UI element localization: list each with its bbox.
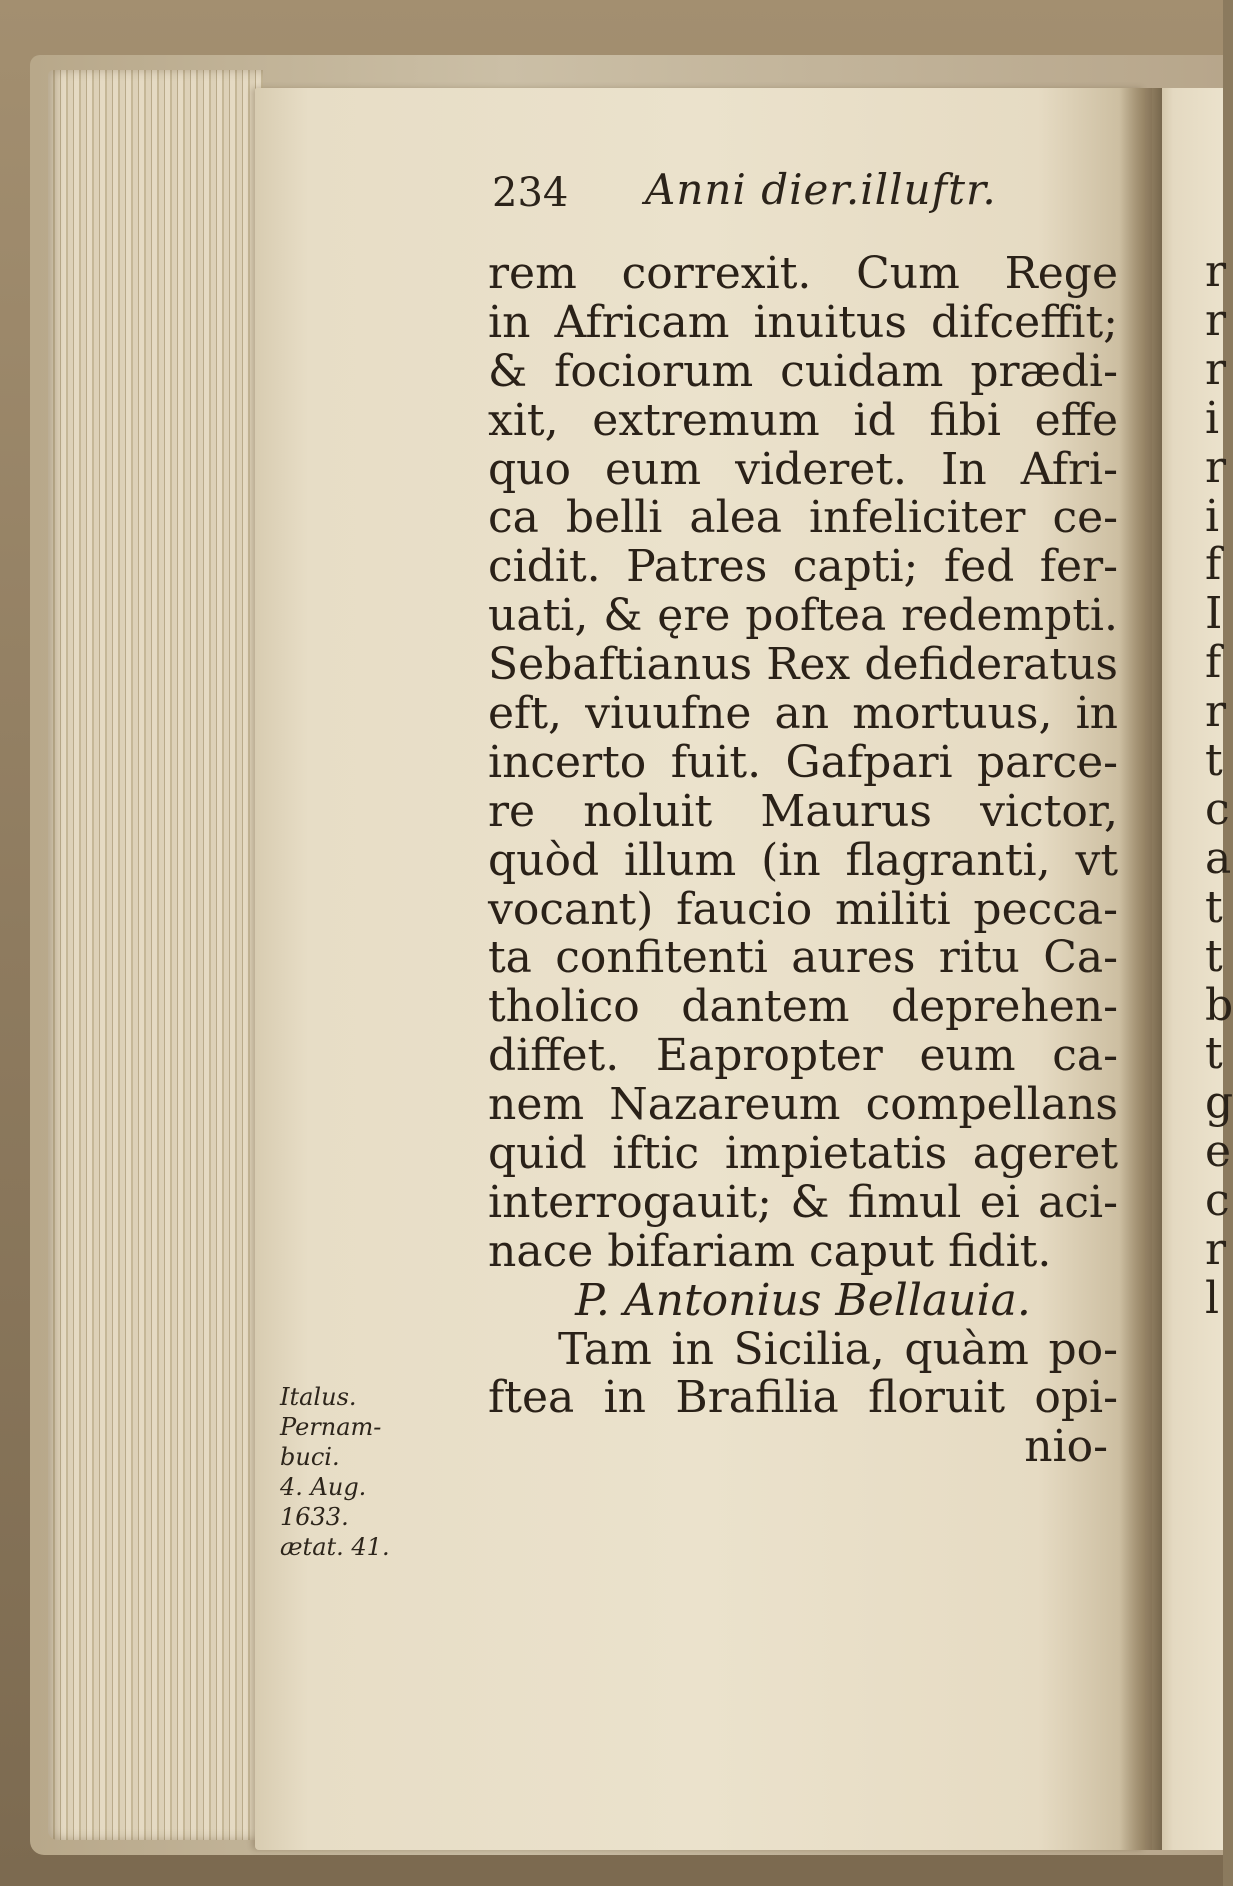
text-line: quòd illum (in flagranti, vt (488, 834, 1118, 886)
catchword: nio- (1024, 1421, 1108, 1473)
running-title: Anni dier.illuftr. (645, 165, 997, 214)
right-page-letter: i (1205, 392, 1220, 444)
right-page-letter: b (1205, 979, 1233, 1031)
right-page-letter: f (1205, 637, 1222, 689)
text-line: quo eum videret. In Afri- (488, 443, 1118, 495)
right-page-letter: r (1205, 1224, 1227, 1275)
section-heading: P. Antonius Bellauia. (575, 1274, 1031, 1326)
margin-note-line: 1633. (280, 1503, 349, 1531)
right-page-letter: r (1205, 246, 1227, 297)
page-edges (48, 70, 263, 1840)
right-page-letter: c (1205, 1175, 1230, 1227)
margin-note-line: Pernam- (280, 1413, 382, 1441)
right-page-letter: c (1205, 783, 1230, 835)
right-page-letter: t (1205, 1028, 1223, 1080)
page-number: 234 (492, 170, 569, 216)
right-page-letter: t (1205, 930, 1223, 982)
text-line: diffet. Eapropter eum ca- (488, 1030, 1118, 1082)
right-page-letter: f (1205, 539, 1222, 591)
text-line: tholico dantem deprehen- (488, 981, 1118, 1033)
right-page-letter: i (1205, 490, 1220, 542)
text-line: ta confitenti aures ritu Ca- (488, 932, 1118, 984)
margin-note (280, 1382, 460, 1562)
margin-note-line: ætat. 41. (280, 1533, 390, 1561)
text-line: vocant) faucio militi pecca- (488, 883, 1118, 935)
margin-note-line: Italus. (280, 1383, 357, 1411)
right-page-letter: r (1205, 441, 1227, 493)
text-line: nem Nazareum compellans (488, 1079, 1118, 1131)
text-line: Sebaftianus Rex defideratus (488, 639, 1118, 691)
text-line: incerto fuit. Gafpari parce- (488, 736, 1118, 788)
text-line: rem correxit. Cum Rege (488, 248, 1118, 299)
text-line: quid iftic impietatis ageret (488, 1128, 1118, 1180)
margin-note-line: buci. (280, 1443, 340, 1471)
right-page-letter: l (1205, 1272, 1220, 1324)
text-line: Tam in Sicilia, quàm po- (558, 1323, 1118, 1375)
right-page-letter: t (1205, 881, 1223, 933)
right-page-letter: r (1205, 686, 1227, 738)
text-line: ca belli alea infeliciter ce- (488, 492, 1118, 544)
right-page-letter: g (1205, 1077, 1233, 1129)
text-line: uati, & ęre poftea redempti. (488, 590, 1118, 642)
margin-note-line: 4. Aug. (280, 1473, 367, 1501)
body-text (488, 250, 1118, 1472)
text-line: cidit. Patres capti; fed fer- (488, 541, 1118, 593)
right-page-letter: a (1205, 832, 1232, 884)
text-line: interrogauit; & fimul ei aci- (488, 1176, 1118, 1228)
text-line: xit, extremum id fibi effe (488, 394, 1118, 446)
right-page-letter: I (1205, 588, 1223, 640)
text-line: eft, viuufne an mortuus, in (488, 688, 1118, 740)
text-line: re noluit Maurus victor, (488, 785, 1118, 837)
gutter-shadow (1120, 88, 1162, 1850)
right-page-letter: r (1205, 343, 1227, 395)
text-line: ftea in Brafilia floruit opi- (488, 1372, 1118, 1424)
right-page-letter: t (1205, 735, 1223, 786)
right-page-letter: e (1205, 1126, 1232, 1178)
text-line: & fociorum cuidam prædi- (488, 345, 1118, 397)
text-line: in Africam inuitus difceffit; (488, 296, 1118, 348)
right-page-letter: r (1205, 294, 1227, 346)
text-line: nace bifariam caput fidit. (488, 1225, 1052, 1277)
